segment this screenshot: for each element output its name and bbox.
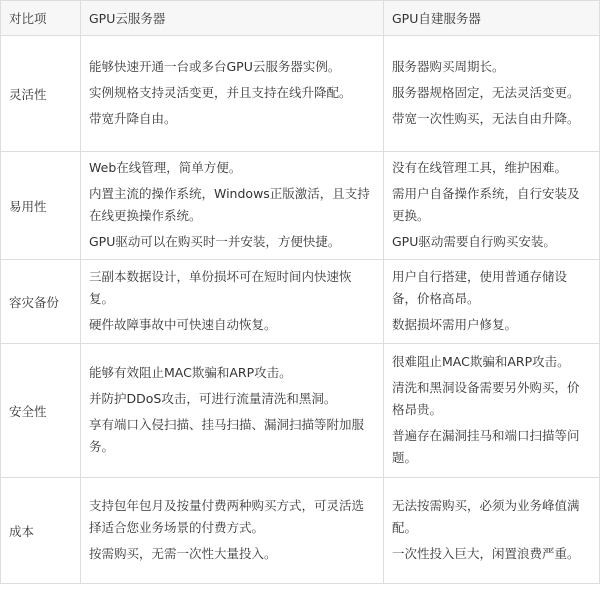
cell-line: GPU驱动需要自行购买安装。 [392, 234, 556, 249]
cloud-cell [81, 344, 384, 478]
cell-line: 并防护DDoS攻击，可进行流量清洗和黑洞。 [89, 391, 337, 406]
cloud-cell [81, 152, 384, 260]
table-row-usability [1, 152, 600, 260]
table-row-flexibility [1, 36, 600, 152]
cell-line: 普遍存在漏洞挂马和端口扫描等问题。 [392, 428, 580, 465]
cloud-cell [81, 478, 384, 584]
cell-line: 清洗和黑洞设备需要另外购买，价格昂贵。 [392, 380, 580, 417]
cell-line: 支持包年包月及按量付费两种购买方式，可灵活选择适合您业务场景的付费方式。 [89, 498, 365, 535]
table-row-cost [1, 478, 600, 584]
cell-line: 服务器购买周期长。 [392, 59, 505, 74]
cloud-cell [81, 36, 384, 152]
cell-line: 需用户自备操作系统，自行安装及更换。 [392, 186, 580, 223]
cell-line: Web在线管理，简单方便。 [89, 160, 242, 175]
cell-line: 享有端口入侵扫描、挂马扫描、漏洞扫描等附加服务。 [89, 417, 365, 454]
row-label: 易用性 [1, 152, 81, 260]
cell-line: 一次性投入巨大，闲置浪费严重。 [392, 546, 580, 561]
cell-line: 内置主流的操作系统，Windows正版激活，且支持在线更换操作系统。 [89, 186, 370, 223]
cell-line: 硬件故障事故中可快速自动恢复。 [89, 317, 277, 332]
header-criteria: 对比项 [1, 1, 81, 36]
self-built-cell [384, 260, 600, 344]
cell-line: 没有在线管理工具，维护困难。 [392, 160, 568, 175]
table-row-security [1, 344, 600, 478]
cell-line: 能够快速开通一台或多台GPU云服务器实例。 [89, 59, 341, 74]
header-gpu-self-built-server: GPU自建服务器 [384, 1, 600, 36]
cell-line: 实例规格支持灵活变更，并且支持在线升降配。 [89, 85, 352, 100]
cell-line: 用户自行搭建，使用普通存储设备，价格高昂。 [392, 269, 568, 306]
cell-line: 带宽升降自由。 [89, 111, 177, 126]
table-row-disaster-recovery [1, 260, 600, 344]
cell-line: GPU驱动可以在购买时一并安装，方便快捷。 [89, 234, 341, 249]
self-built-cell [384, 36, 600, 152]
cell-line: 无法按需购买，必须为业务峰值满配。 [392, 498, 580, 535]
header-gpu-cloud-server: GPU云服务器 [81, 1, 384, 36]
table-header-row [1, 1, 600, 36]
cell-line: 按需购买，无需一次性大量投入。 [89, 546, 277, 561]
self-built-cell [384, 344, 600, 478]
cell-line: 服务器规格固定，无法灵活变更。 [392, 85, 580, 100]
row-label: 容灾备份 [1, 260, 81, 344]
cloud-cell [81, 260, 384, 344]
self-built-cell [384, 478, 600, 584]
cell-line: 很难阻止MAC欺骗和ARP攻击。 [392, 354, 570, 369]
cell-line: 数据损坏需用户修复。 [392, 317, 518, 332]
self-built-cell [384, 152, 600, 260]
row-label: 灵活性 [1, 36, 81, 152]
cell-line: 三副本数据设计，单份损坏可在短时间内快速恢复。 [89, 269, 352, 306]
cell-line: 能够有效阻止MAC欺骗和ARP攻击。 [89, 365, 292, 380]
row-label: 安全性 [1, 344, 81, 478]
cell-line: 带宽一次性购买，无法自由升降。 [392, 111, 580, 126]
row-label: 成本 [1, 478, 81, 584]
